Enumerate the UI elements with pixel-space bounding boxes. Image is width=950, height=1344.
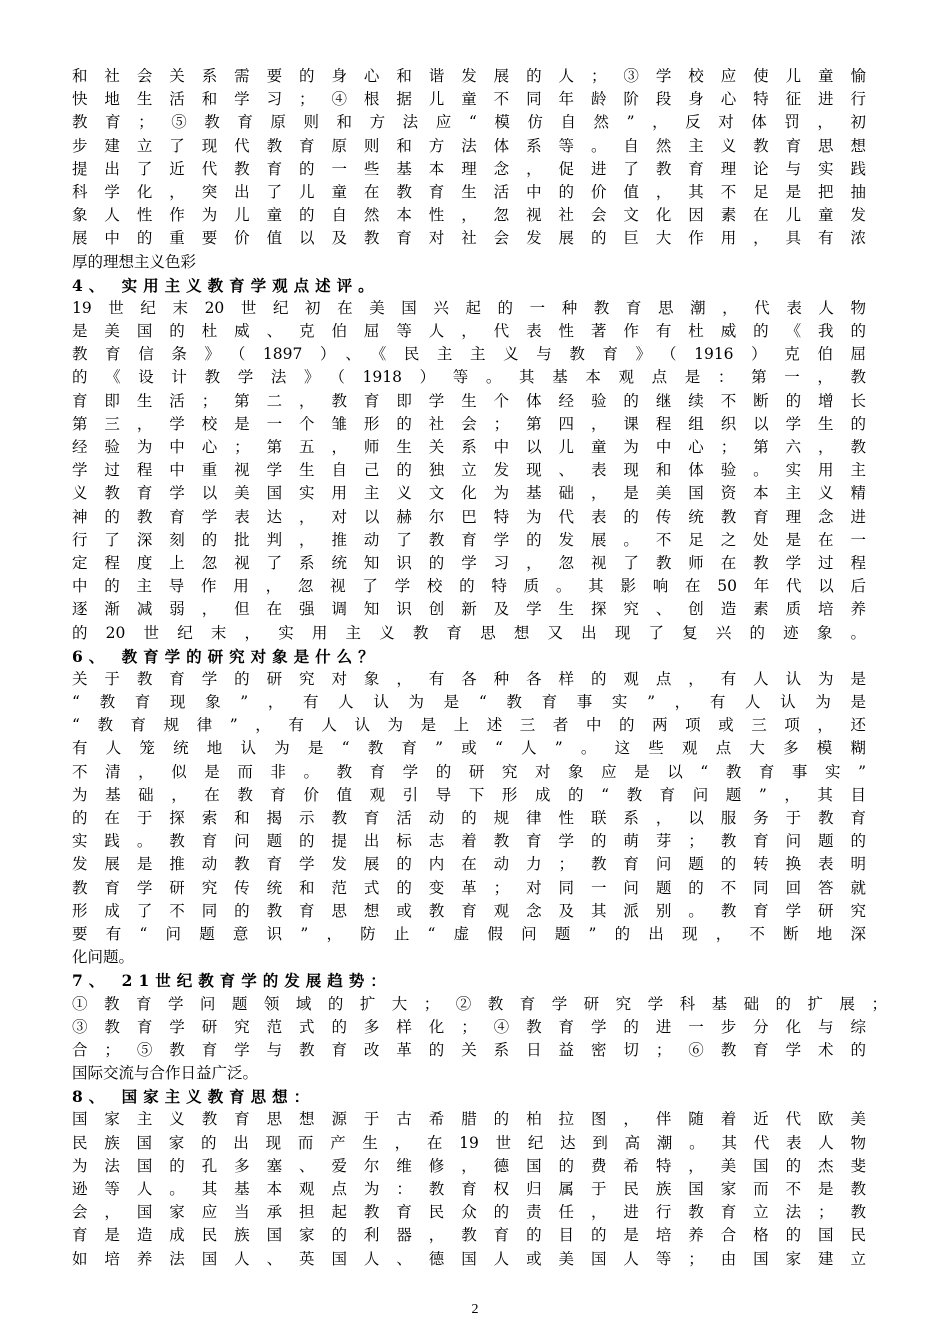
body-line: 展中的重要价值以及教育对社会发展的巨大作用，具有浓 bbox=[72, 229, 866, 248]
body-line: 为基础，在教育价值观引导下形成的“教育问题”，其目 bbox=[72, 785, 866, 804]
body-line: 的在于探索和揭示教育活动的规律性联系，以服务于教育 bbox=[72, 809, 866, 827]
body-line: 中的主导作用，忽视了学校的特质。其影响在50年代以后 bbox=[72, 577, 866, 596]
body-line: 逊等人。其基本观点为：教育权归属于民族国家而不是教 bbox=[72, 1180, 866, 1198]
body-line: 厚的理想主义色彩 bbox=[72, 252, 197, 271]
body-line: 育即生活；第二，教育即学生个体经验的继续不断的增长 bbox=[72, 391, 866, 410]
body-line: 教育；⑤教育原则和方法应“模仿自然”，反对体罚，初 bbox=[72, 113, 866, 132]
body-line: 和社会关系需要的身心和谐发展的人；③学校应使儿童愉 bbox=[72, 67, 866, 85]
body-line: 逐渐减弱，但在强调知识创新及学生探究、创造素质培养 bbox=[72, 600, 866, 619]
body-line: 国际交流与合作日益广泛。 bbox=[72, 1064, 259, 1083]
body-line: 不清，似是而非。教育学的研究对象应是以“教育事实” bbox=[72, 762, 866, 781]
body-line: 要有“问题意识”，防止“虚假问题”的出现，不断地深 bbox=[72, 924, 866, 943]
body-line: 提出了近代教育的一些基本理念，促进了教育理论与实践 bbox=[72, 159, 866, 178]
body-line: 19世纪末20世纪初在美国兴起的一种教育思潮，代表人物 bbox=[72, 298, 866, 317]
body-line: ③教育学研究范式的多样化；④教育学的进一步分化与综 bbox=[72, 1017, 866, 1036]
body-line: 的20世纪末，实用主义教育思想又出现了复兴的迹象。 bbox=[72, 623, 866, 642]
section-heading: 6、 教育学的研究对象是什么？ bbox=[72, 646, 380, 666]
body-line: 国家主义教育思想源于古希腊的柏拉图，伴随着近代欧美 bbox=[72, 1110, 866, 1129]
body-line: “教育规律”，有人认为是上述三者中的两项或三项，还 bbox=[72, 716, 866, 735]
body-line: 学过程中重视学生自己的独立发现、表现和体验。实用主 bbox=[72, 461, 866, 480]
body-line: 的《设计教学法》（1918）等。其基本观点是：第一，教 bbox=[72, 368, 866, 387]
body-line: 神的教育学表达，对以赫尔巴特为代表的传统教育理念进 bbox=[72, 507, 866, 526]
body-line: 形成了不同的教育思想或教育观念及其派别。教育学研究 bbox=[72, 901, 866, 920]
body-line: 化问题。 bbox=[72, 948, 135, 967]
body-line: 有人笼统地认为是“教育”或“人”。这些观点大多模糊 bbox=[72, 739, 866, 758]
body-line: 会，国家应当承担起教育民众的责任，进行教育立法；教 bbox=[72, 1203, 866, 1222]
body-line: 教育信条》（1897）、《民主主义与教育》（1916）克伯屈 bbox=[72, 345, 866, 364]
body-line: 快地生活和学习；④根据儿童不同年龄阶段身心特征进行 bbox=[72, 90, 866, 109]
body-line: 象人性作为儿童的自然本性，忽视社会文化因素在儿童发 bbox=[72, 206, 866, 225]
body-line: 步建立了现代教育原则和方法体系等。自然主义教育思想 bbox=[72, 136, 866, 155]
body-line: 是美国的杜威、克伯屈等人，代表性著作有杜威的《我的 bbox=[72, 322, 866, 341]
body-line: 实践。教育问题的提出标志着教育学的萌芽；教育问题的 bbox=[72, 832, 866, 851]
body-line: 科学化，突出了儿童在教育生活中的价值，其不足是把抽 bbox=[72, 182, 866, 201]
body-line: 第三，学校是一个雏形的社会；第四，课程组织以学生的 bbox=[72, 414, 866, 433]
body-line: 为法国的孔多塞、爱尔维修，德国的费希特，美国的杰斐 bbox=[72, 1156, 866, 1175]
section-heading: 4、 实用主义教育学观点述评。 bbox=[72, 275, 380, 295]
body-line: 民族国家的出现而产生，在19世纪达到高潮。其代表人物 bbox=[72, 1133, 866, 1152]
body-line: 发展是推动教育学发展的内在动力；教育问题的转换表明 bbox=[72, 855, 866, 874]
section-heading: 7、 21世纪教育学的发展趋势： bbox=[72, 971, 392, 991]
body-line: 行了深刻的批判，推动了教育学的发展。不足之处是在一 bbox=[72, 530, 866, 549]
section-heading: 8、 国家主义教育思想： bbox=[72, 1087, 316, 1107]
body-line: 如培养法国人、英国人、德国人或美国人等；由国家建立 bbox=[72, 1249, 866, 1268]
body-line: “教育现象”，有人认为是“教育事实”，有人认为是 bbox=[72, 693, 866, 712]
body-line: ①教育学问题领域的扩大；②教育学研究学科基础的扩展； bbox=[72, 994, 887, 1013]
body-line: 合；⑤教育学与教育改革的关系日益密切；⑥教育学术的 bbox=[72, 1040, 866, 1059]
body-line: 教育学研究传统和范式的变革；对同一问题的不同回答就 bbox=[72, 878, 866, 897]
body-line: 义教育学以美国实用主义文化为基础，是美国资本主义精 bbox=[72, 484, 866, 503]
document-page bbox=[72, 65, 887, 1271]
body-line: 定程度上忽视了系统知识的学习，忽视了教师在教学过程 bbox=[72, 553, 866, 572]
body-line: 经验为中心；第五，师生关系中以儿童为中心；第六，教 bbox=[72, 438, 866, 456]
page-number: 2 bbox=[471, 1302, 479, 1317]
body-line: 育是造成民族国家的利器，教育的目的是培养合格的国民 bbox=[72, 1226, 866, 1245]
body-line: 关于教育学的研究对象，有各种各样的观点，有人认为是 bbox=[72, 669, 866, 688]
